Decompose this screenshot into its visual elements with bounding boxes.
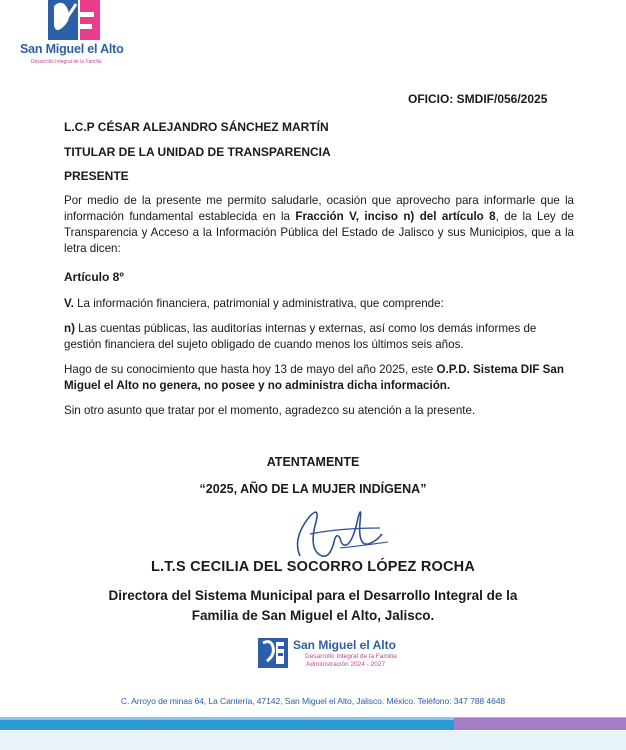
footer-band-purple	[454, 718, 626, 730]
year-motto: “2025, AÑO DE LA MUJER INDÍGENA”	[199, 482, 427, 496]
inciso-paragraph	[64, 321, 574, 353]
signature-image	[270, 498, 410, 566]
header-logo-name: San Miguel el Alto	[20, 42, 124, 56]
footer-band-blue	[0, 720, 454, 730]
dif-logo-icon	[18, 0, 138, 68]
footer-logo-period: Administración 2024 - 2027	[306, 661, 386, 668]
signer-role-line1: Directora del Sistema Municipal para el Desarrollo Integral de la	[108, 588, 518, 603]
footer-band-pale	[0, 731, 626, 750]
intro-paragraph	[64, 193, 574, 257]
intro-text-end: , de la Ley de Transparencia y Acceso a la Información Pública del Estado de Jalisco y sus Municipios, que a la letra dicen:	[64, 210, 574, 255]
fraction-text: La información financiera, patrimonial y administrativa, que comprende:	[73, 297, 444, 310]
signer-name: L.T.S CECILIA DEL SOCORRO LÓPEZ ROCHA	[151, 559, 475, 575]
inciso-text: Las cuentas públicas, las auditorías internas y externas, así como los demás informes de gestión financiera del sujeto obligado de cuando menos los últimos seis años.	[64, 322, 537, 351]
fraction-paragraph	[64, 296, 574, 312]
statement-paragraph	[64, 362, 574, 394]
article-heading: Artículo 8º	[64, 270, 124, 284]
statement-text: Hago de su conocimiento que hasta hoy 13 de mayo del año 2025, este	[64, 363, 437, 376]
addressee-title: TITULAR DE LA UNIDAD DE TRANSPARENCIA	[64, 145, 331, 159]
salutation: PRESENTE	[64, 169, 129, 183]
footer-logo-tagline: Desarrollo Integral de la Familia	[305, 653, 397, 660]
addressee-name: L.C.P CÉSAR ALEJANDRO SÁNCHEZ MARTÍN	[64, 120, 329, 134]
inciso-label: n)	[64, 322, 75, 335]
signer-role-line2: Familia de San Miguel el Alto, Jalisco.	[191, 608, 435, 623]
atentamente: ATENTAMENTE	[266, 455, 360, 469]
footer-logo-name: San Miguel el Alto	[293, 638, 396, 652]
fraction-label: V.	[64, 297, 74, 310]
closing-paragraph: Sin otro asunto que tratar por el momento, agradezco su atención a la presente.	[64, 404, 476, 417]
dif-logo-icon	[258, 638, 288, 668]
footer-address: C. Arroyo de minas 64, La Cantería, 47142, San Miguel el Alto, Jalisco. México. Teléfono: 347 788 4648	[120, 696, 506, 706]
statement-bold: O.P.D. Sistema DIF San Miguel el Alto no genera, no posee y no administra dicha información.	[64, 363, 564, 392]
intro-text: Por medio de la presente me permito saludarle, ocasión que aprovecho para informarle que la información fundamental establecida en la	[64, 194, 574, 223]
reference-number: OFICIO: SMDIF/056/2025	[408, 92, 548, 106]
intro-bold-reference: Fracción V, inciso n) del artículo 8	[295, 210, 496, 223]
header-logo-tagline: Desarrollo Integral de la Familia	[31, 59, 102, 65]
